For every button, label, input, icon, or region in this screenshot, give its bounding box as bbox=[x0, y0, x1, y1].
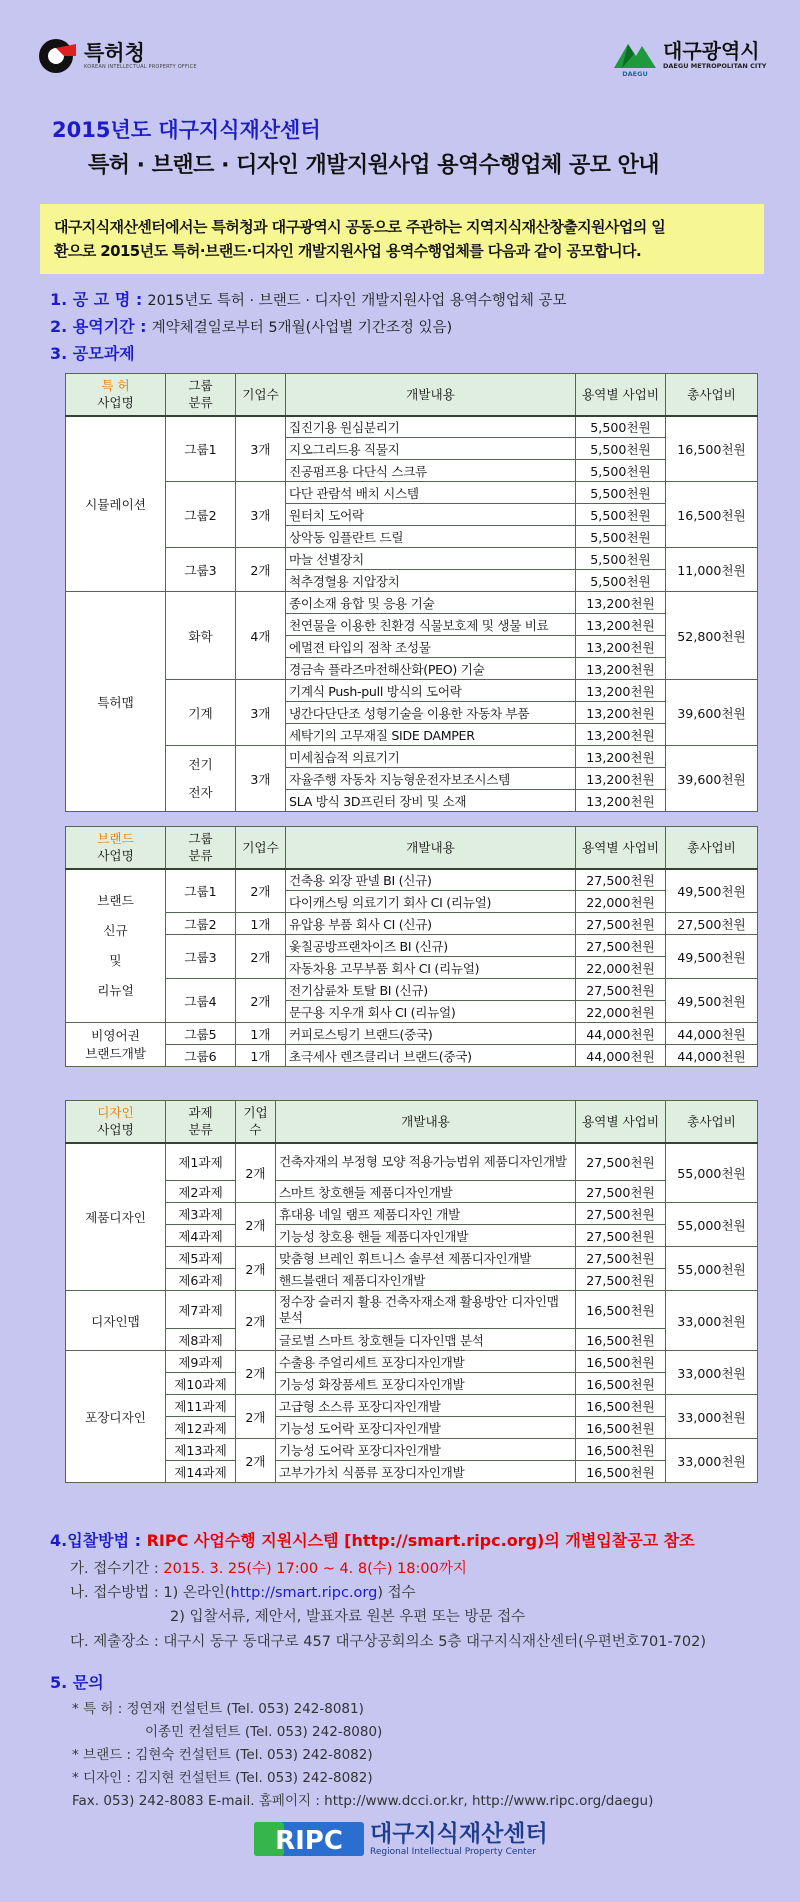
ripc-logo bbox=[254, 1816, 548, 1862]
total-cell: 33,000천원 bbox=[666, 1439, 758, 1483]
task-cell: 제1과제 bbox=[166, 1143, 236, 1181]
count-cell: 2개 bbox=[236, 1203, 276, 1247]
table-row bbox=[66, 869, 758, 891]
table-row bbox=[66, 680, 758, 702]
task-cell: 제5과제 bbox=[166, 1247, 236, 1269]
bidding-method-2: 2) 입찰서류, 제안서, 발표자료 원본 우편 또는 방문 접수 bbox=[170, 1609, 526, 1625]
cost-cell: 27,500천원 bbox=[576, 1143, 666, 1181]
cost-cell: 13,200천원 bbox=[576, 746, 666, 768]
info-item-2 bbox=[50, 314, 452, 337]
table-header-row bbox=[66, 374, 758, 416]
header-cost: 용역별 사업비 bbox=[576, 827, 666, 869]
content-cell: 기능성 도어락 포장디자인개발 bbox=[276, 1439, 576, 1461]
content-cell: 건축용 외장 판넬 BI (신규) bbox=[286, 869, 576, 891]
cost-cell: 16,500천원 bbox=[576, 1351, 666, 1373]
content-cell: 집진기용 원심분리기 bbox=[286, 416, 576, 438]
cost-cell: 16,500천원 bbox=[576, 1461, 666, 1483]
content-cell: 자율주행 자동차 지능형운전자보조시스템 bbox=[286, 768, 576, 790]
notice-line-1: 대구지식재산센터에서는 특허청과 대구광역시 공동으로 주관하는 지역지식재산창출지원사업의 일 bbox=[54, 218, 666, 236]
content-cell: 핸드블랜더 제품디자인개발 bbox=[276, 1269, 576, 1291]
table-row bbox=[66, 1225, 758, 1247]
group-cell: 그룹1 bbox=[166, 416, 236, 482]
header-content: 개발내용 bbox=[276, 1101, 576, 1143]
table-row bbox=[66, 979, 758, 1001]
ripc-name: 대구지식재산센터 bbox=[370, 1821, 548, 1847]
notice-box bbox=[40, 204, 764, 274]
table-row bbox=[66, 1329, 758, 1351]
task-cell: 제4과제 bbox=[166, 1225, 236, 1247]
contact-line-patent-2: 이종민 컨설턴트 (Tel. 053) 242-8080) bbox=[145, 1724, 383, 1740]
table-row bbox=[66, 935, 758, 957]
table-row bbox=[66, 1351, 758, 1373]
info-item-2-value: 계약체결일로부터 5개월(사업별 기간조정 있음) bbox=[151, 320, 453, 336]
cost-cell: 13,200천원 bbox=[576, 702, 666, 724]
cost-cell: 27,500천원 bbox=[576, 1247, 666, 1269]
task-cell: 제11과제 bbox=[166, 1395, 236, 1417]
cost-cell: 13,200천원 bbox=[576, 790, 666, 812]
cost-cell: 5,500천원 bbox=[576, 482, 666, 504]
contact-heading: 5. 문의 bbox=[50, 1673, 104, 1692]
cost-cell: 27,500천원 bbox=[576, 913, 666, 935]
group-cell: 그룹4 bbox=[166, 979, 236, 1023]
contact-line-design: * 디자인 : 김지현 컨설턴트 (Tel. 053) 242-8082) bbox=[72, 1770, 373, 1786]
total-cell: 49,500천원 bbox=[666, 869, 758, 913]
task-cell: 제9과제 bbox=[166, 1351, 236, 1373]
cost-cell: 5,500천원 bbox=[576, 504, 666, 526]
page-title-year: 2015년도 대구지식재산센터 bbox=[52, 118, 321, 142]
bidding-period-value: 2015. 3. 25(수) 17:00 ~ 4. 8(수) 18:00까지 bbox=[163, 1561, 467, 1577]
header-content: 개발내용 bbox=[286, 827, 576, 869]
content-cell: 유압용 부품 회사 CI (신규) bbox=[286, 913, 576, 935]
table-row bbox=[66, 1045, 758, 1067]
table-row bbox=[66, 1461, 758, 1483]
cost-cell: 13,200천원 bbox=[576, 592, 666, 614]
group-cell: 화학 bbox=[166, 592, 236, 680]
content-cell: 기계식 Push-pull 방식의 도어락 bbox=[286, 680, 576, 702]
task-cell: 제13과제 bbox=[166, 1439, 236, 1461]
content-cell: 냉간다단단조 성형기술을 이용한 자동차 부품 bbox=[286, 702, 576, 724]
bidding-period bbox=[70, 1557, 467, 1578]
content-cell: 마늘 선별장치 bbox=[286, 548, 576, 570]
cost-cell: 22,000천원 bbox=[576, 891, 666, 913]
table-row bbox=[66, 1203, 758, 1225]
content-cell: 종이소재 융합 및 응용 기술 bbox=[286, 592, 576, 614]
count-cell: 3개 bbox=[236, 680, 286, 746]
kipo-emblem-icon bbox=[38, 36, 78, 76]
header-cost: 용역별 사업비 bbox=[576, 374, 666, 416]
task-cell: 제3과제 bbox=[166, 1203, 236, 1225]
cost-cell: 5,500천원 bbox=[576, 460, 666, 482]
content-cell: SLA 방식 3D프린터 장비 및 소재 bbox=[286, 790, 576, 812]
content-cell: 자동차용 고무부품 회사 CI (리뉴얼) bbox=[286, 957, 576, 979]
content-cell: 경금속 플라즈마전해산화(PEO) 기술 bbox=[286, 658, 576, 680]
table-row bbox=[66, 1439, 758, 1461]
content-cell: 천연물을 이용한 친환경 식물보호제 및 생물 비료 bbox=[286, 614, 576, 636]
content-cell: 다이캐스팅 의료기기 회사 CI (리뉴얼) bbox=[286, 891, 576, 913]
content-cell: 옻칠공방프랜차이즈 BI (신규) bbox=[286, 935, 576, 957]
design-table bbox=[65, 1100, 758, 1483]
cost-cell: 5,500천원 bbox=[576, 548, 666, 570]
cost-cell: 5,500천원 bbox=[576, 416, 666, 438]
count-cell: 2개 bbox=[236, 548, 286, 592]
count-cell: 2개 bbox=[236, 1395, 276, 1439]
total-cell: 44,000천원 bbox=[666, 1023, 758, 1045]
table-row bbox=[66, 416, 758, 438]
header-group: 그룹 분류 bbox=[166, 827, 236, 869]
cost-cell: 27,500천원 bbox=[576, 1203, 666, 1225]
daegu-logo bbox=[612, 34, 766, 78]
total-cell: 33,000천원 bbox=[666, 1395, 758, 1439]
count-cell: 2개 bbox=[236, 1247, 276, 1291]
table-row bbox=[66, 746, 758, 768]
content-cell: 전기삼륜차 토탈 BI (신규) bbox=[286, 979, 576, 1001]
total-cell: 55,000천원 bbox=[666, 1143, 758, 1203]
header-group: 그룹 분류 bbox=[166, 374, 236, 416]
header-company-count: 기업수 bbox=[236, 374, 286, 416]
group-cell: 기계 bbox=[166, 680, 236, 746]
content-cell: 기능성 도어락 포장디자인개발 bbox=[276, 1417, 576, 1439]
cost-cell: 44,000천원 bbox=[576, 1023, 666, 1045]
cost-cell: 16,500천원 bbox=[576, 1373, 666, 1395]
content-cell: 고부가가치 식품류 포장디자인개발 bbox=[276, 1461, 576, 1483]
content-cell: 스마트 창호핸들 제품디자인개발 bbox=[276, 1181, 576, 1203]
count-cell: 2개 bbox=[236, 1291, 276, 1351]
group-cell: 그룹6 bbox=[166, 1045, 236, 1067]
content-cell: 초극세사 렌즈클리너 브랜드(중국) bbox=[286, 1045, 576, 1067]
cost-cell: 27,500천원 bbox=[576, 1269, 666, 1291]
header-business-name: 브랜드 사업명 bbox=[66, 827, 166, 869]
table-row bbox=[66, 913, 758, 935]
content-cell: 고급형 소스류 포장디자인개발 bbox=[276, 1395, 576, 1417]
info-item-1-value: 2015년도 특허 · 브랜드 · 디자인 개발지원사업 용역수행업체 공모 bbox=[147, 293, 567, 309]
total-cell: 33,000천원 bbox=[666, 1291, 758, 1351]
table-header-row bbox=[66, 827, 758, 869]
group-cell: 전기 전자 bbox=[166, 746, 236, 812]
bidding-place: 다. 제출장소 : 대구시 동구 동대구로 457 대구상공회의소 5층 대구지식재산센터(우편번호701-702) bbox=[70, 1634, 707, 1650]
group-cell: 그룹2 bbox=[166, 913, 236, 935]
table-row bbox=[66, 1373, 758, 1395]
total-cell: 49,500천원 bbox=[666, 935, 758, 979]
cost-cell: 13,200천원 bbox=[576, 614, 666, 636]
task-cell: 제2과제 bbox=[166, 1181, 236, 1203]
daegu-emblem-icon bbox=[612, 34, 658, 78]
table-row bbox=[66, 592, 758, 614]
content-cell: 기능성 창호용 핸들 제품디자인개발 bbox=[276, 1225, 576, 1247]
bidding-method-label: 나. 접수방법 : 1) 온라인( bbox=[70, 1585, 231, 1601]
task-cell: 제10과제 bbox=[166, 1373, 236, 1395]
ripc-mark-text: RIPC bbox=[275, 1826, 343, 1856]
header-business-name: 특 허 사업명 bbox=[66, 374, 166, 416]
total-cell: 55,000천원 bbox=[666, 1247, 758, 1291]
ripc-subtitle: Regional Intellectual Property Center bbox=[370, 1847, 536, 1857]
business-name-cell: 제품디자인 bbox=[66, 1143, 166, 1291]
count-cell: 1개 bbox=[236, 913, 286, 935]
task-cell: 제12과제 bbox=[166, 1417, 236, 1439]
header-total: 총사업비 bbox=[666, 374, 758, 416]
group-cell: 그룹5 bbox=[166, 1023, 236, 1045]
business-name-cell: 특허맵 bbox=[66, 592, 166, 812]
task-cell: 제6과제 bbox=[166, 1269, 236, 1291]
total-cell: 33,000천원 bbox=[666, 1351, 758, 1395]
total-cell: 16,500천원 bbox=[666, 482, 758, 548]
total-cell: 11,000천원 bbox=[666, 548, 758, 592]
cost-cell: 22,000천원 bbox=[576, 1001, 666, 1023]
cost-cell: 13,200천원 bbox=[576, 768, 666, 790]
total-cell: 27,500천원 bbox=[666, 913, 758, 935]
header-company-count: 기업수 bbox=[236, 1101, 276, 1143]
content-cell: 문구용 지우개 회사 CI (리뉴얼) bbox=[286, 1001, 576, 1023]
cost-cell: 22,000천원 bbox=[576, 957, 666, 979]
ripc-mark-icon bbox=[254, 1816, 364, 1862]
smart-ripc-link[interactable]: http://smart.ripc.org bbox=[230, 1585, 378, 1601]
daegu-subtitle: DAEGU METROPOLITAN CITY bbox=[663, 62, 767, 70]
cost-cell: 16,500천원 bbox=[576, 1291, 666, 1329]
content-cell: 지오그리드용 직물지 bbox=[286, 438, 576, 460]
task-cell: 제7과제 bbox=[166, 1291, 236, 1329]
bidding-period-label: 가. 접수기간 : bbox=[70, 1561, 159, 1577]
contact-line-patent: * 특 허 : 정연재 컨설턴트 (Tel. 053) 242-8081) bbox=[72, 1701, 364, 1717]
cost-cell: 13,200천원 bbox=[576, 724, 666, 746]
header-task: 과제 분류 bbox=[166, 1101, 236, 1143]
total-cell: 16,500천원 bbox=[666, 416, 758, 482]
info-item-3-label: 3. 공모과제 bbox=[50, 344, 135, 363]
count-cell: 2개 bbox=[236, 935, 286, 979]
business-name-cell: 포장디자인 bbox=[66, 1351, 166, 1483]
cost-cell: 13,200천원 bbox=[576, 658, 666, 680]
content-cell: 휴대용 네일 램프 제품디자인 개발 bbox=[276, 1203, 576, 1225]
content-cell: 에멀젼 타입의 점착 조성물 bbox=[286, 636, 576, 658]
content-cell: 진공펌프용 다단식 스크류 bbox=[286, 460, 576, 482]
content-cell: 글로벌 스마트 창호핸들 디자인맵 분석 bbox=[276, 1329, 576, 1351]
total-cell: 39,600천원 bbox=[666, 746, 758, 812]
table-row bbox=[66, 1143, 758, 1181]
contact-line-fax: Fax. 053) 242-8083 E-mail. 홈페이지 : http://www.dcci.or.kr, http://www.ripc.org/daegu) bbox=[72, 1793, 654, 1809]
cost-cell: 27,500천원 bbox=[576, 935, 666, 957]
task-cell: 제14과제 bbox=[166, 1461, 236, 1483]
count-cell: 3개 bbox=[236, 746, 286, 812]
cost-cell: 5,500천원 bbox=[576, 526, 666, 548]
info-item-2-label: 2. 용역기간 : bbox=[50, 317, 147, 336]
cost-cell: 16,500천원 bbox=[576, 1417, 666, 1439]
total-cell: 52,800천원 bbox=[666, 592, 758, 680]
count-cell: 3개 bbox=[236, 416, 286, 482]
business-name-cell: 브랜드 신규 및 리뉴얼 bbox=[66, 869, 166, 1023]
table-row bbox=[66, 1247, 758, 1269]
table-row bbox=[66, 1291, 758, 1329]
bidding-method bbox=[70, 1581, 416, 1602]
table-row bbox=[66, 1395, 758, 1417]
cost-cell: 5,500천원 bbox=[576, 438, 666, 460]
patent-table bbox=[65, 373, 758, 812]
table-row bbox=[66, 1417, 758, 1439]
content-cell: 맞춤형 브레인 휘트니스 솔루션 제품디자인개발 bbox=[276, 1247, 576, 1269]
group-cell: 그룹1 bbox=[166, 869, 236, 913]
cost-cell: 27,500천원 bbox=[576, 1181, 666, 1203]
total-cell: 49,500천원 bbox=[666, 979, 758, 1023]
daegu-name: 대구광역시 bbox=[663, 39, 760, 63]
count-cell: 3개 bbox=[236, 482, 286, 548]
bidding-method-tail: ) 접수 bbox=[377, 1585, 416, 1601]
bidding-label: 4.입찰방법 : bbox=[50, 1531, 142, 1550]
table-row bbox=[66, 1269, 758, 1291]
bidding-heading bbox=[50, 1528, 695, 1551]
business-name-cell: 비영어권 브랜드개발 bbox=[66, 1023, 166, 1067]
content-cell: 세탁기의 고무재질 SIDE DAMPER bbox=[286, 724, 576, 746]
content-cell: 원터치 도어락 bbox=[286, 504, 576, 526]
total-cell: 44,000천원 bbox=[666, 1045, 758, 1067]
cost-cell: 13,200천원 bbox=[576, 680, 666, 702]
task-cell: 제8과제 bbox=[166, 1329, 236, 1351]
bidding-text: RIPC 사업수행 지원시스템 [http://smart.ripc.org)의 개별입찰공고 참조 bbox=[146, 1531, 695, 1550]
brand-table bbox=[65, 826, 758, 1067]
total-cell: 55,000천원 bbox=[666, 1203, 758, 1247]
content-cell: 정수장 슬러지 활용 건축자재소재 활용방안 디자인맵 분석 bbox=[276, 1291, 576, 1329]
count-cell: 4개 bbox=[236, 592, 286, 680]
content-cell: 건축자재의 부정형 모양 적용가능범위 제품디자인개발 bbox=[276, 1143, 576, 1181]
content-cell: 다단 관람석 배치 시스템 bbox=[286, 482, 576, 504]
business-name-cell: 시뮬레이션 bbox=[66, 416, 166, 592]
count-cell: 1개 bbox=[236, 1023, 286, 1045]
cost-cell: 27,500천원 bbox=[576, 1225, 666, 1247]
table-row bbox=[66, 548, 758, 570]
content-cell: 커피로스팅기 브랜드(중국) bbox=[286, 1023, 576, 1045]
cost-cell: 16,500천원 bbox=[576, 1329, 666, 1351]
content-cell: 척추경혈용 지압장치 bbox=[286, 570, 576, 592]
business-name-cell: 디자인맵 bbox=[66, 1291, 166, 1351]
count-cell: 2개 bbox=[236, 1351, 276, 1395]
cost-cell: 16,500천원 bbox=[576, 1439, 666, 1461]
cost-cell: 27,500천원 bbox=[576, 869, 666, 891]
count-cell: 2개 bbox=[236, 979, 286, 1023]
table-row bbox=[66, 1023, 758, 1045]
count-cell: 2개 bbox=[236, 1439, 276, 1483]
count-cell: 2개 bbox=[236, 869, 286, 913]
group-cell: 그룹2 bbox=[166, 482, 236, 548]
header-total: 총사업비 bbox=[666, 1101, 758, 1143]
table-header-row bbox=[66, 1101, 758, 1143]
cost-cell: 5,500천원 bbox=[576, 570, 666, 592]
info-item-1 bbox=[50, 287, 567, 310]
cost-cell: 13,200천원 bbox=[576, 636, 666, 658]
group-cell: 그룹3 bbox=[166, 935, 236, 979]
cost-cell: 16,500천원 bbox=[576, 1395, 666, 1417]
content-cell: 미세침습적 의료기기 bbox=[286, 746, 576, 768]
content-cell: 상악동 임플란트 드릴 bbox=[286, 526, 576, 548]
contact-line-brand: * 브랜드 : 김현숙 컨설턴트 (Tel. 053) 242-8082) bbox=[72, 1747, 373, 1763]
table-row bbox=[66, 1181, 758, 1203]
page-title-main: 특허 · 브랜드 · 디자인 개발지원사업 용역수행업체 공모 안내 bbox=[88, 153, 660, 178]
header-business-name: 디자인 사업명 bbox=[66, 1101, 166, 1143]
cost-cell: 27,500천원 bbox=[576, 979, 666, 1001]
header-company-count: 기업수 bbox=[236, 827, 286, 869]
group-cell: 그룹3 bbox=[166, 548, 236, 592]
header-total: 총사업비 bbox=[666, 827, 758, 869]
cost-cell: 44,000천원 bbox=[576, 1045, 666, 1067]
header-cost: 용역별 사업비 bbox=[576, 1101, 666, 1143]
kipo-name: 특허청 bbox=[84, 41, 145, 65]
content-cell: 기능성 화장품세트 포장디자인개발 bbox=[276, 1373, 576, 1395]
content-cell: 수출용 주얼리세트 포장디자인개발 bbox=[276, 1351, 576, 1373]
info-item-1-label: 1. 공 고 명 : bbox=[50, 290, 143, 309]
count-cell: 2개 bbox=[236, 1143, 276, 1203]
notice-line-2: 환으로 2015년도 특허·브랜드·디자인 개발지원사업 용역수행업체를 다음과 같이 공모합니다. bbox=[54, 242, 642, 260]
count-cell: 1개 bbox=[236, 1045, 286, 1067]
kipo-subtitle: KOREAN INTELLECTUAL PROPERTY OFFICE bbox=[84, 64, 197, 70]
total-cell: 39,600천원 bbox=[666, 680, 758, 746]
header-content: 개발내용 bbox=[286, 374, 576, 416]
table-row bbox=[66, 482, 758, 504]
daegu-mark-label: DAEGU bbox=[622, 70, 648, 78]
kipo-logo bbox=[38, 36, 197, 76]
